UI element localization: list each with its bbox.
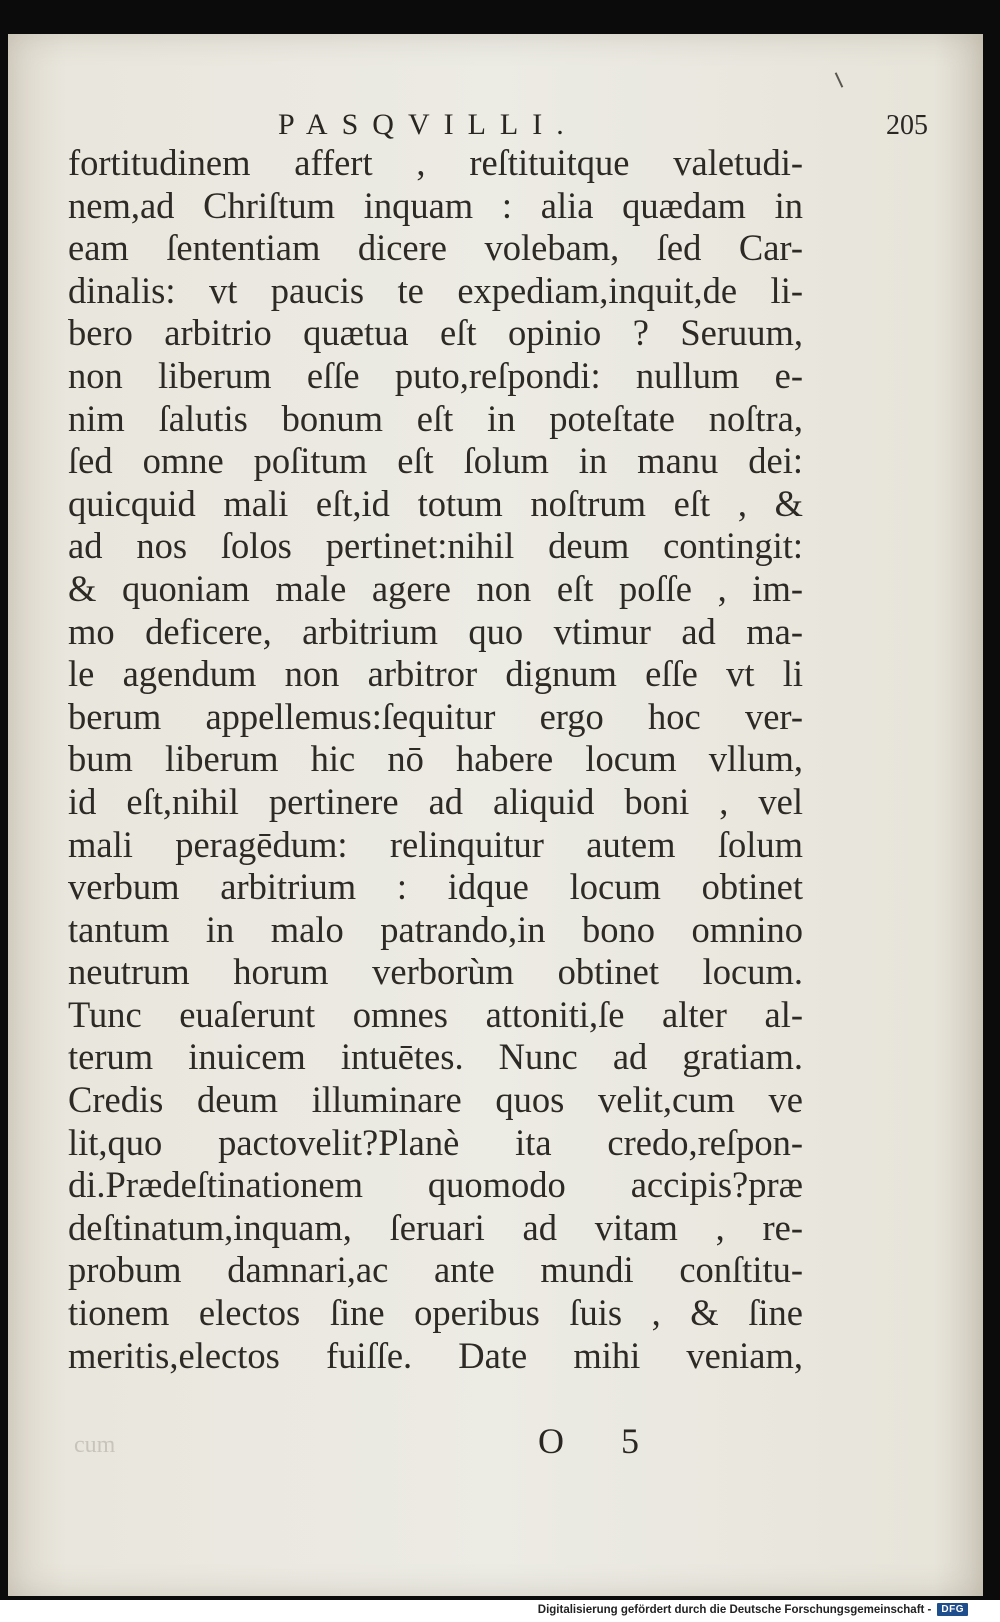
book-page	[8, 34, 983, 1596]
text-line: berum appellemus:ſequitur ergo hoc ver-	[68, 695, 803, 737]
margin-tick-mark	[835, 72, 844, 87]
text-line: terum inuicem intuētes. Nunc ad gratiam.	[68, 1036, 803, 1078]
text-line: tantum in malo patrando,in bono omnino	[68, 908, 803, 950]
digitization-credit	[538, 1603, 968, 1616]
text-line: probum damnari,ac ante mundi conſtitu-	[68, 1249, 803, 1291]
text-line: lit,quo pactovelit?Planè ita credo,reſpon-	[68, 1121, 803, 1163]
text-line: dinalis: vt paucis te expediam,inquit,de li-	[68, 269, 803, 311]
running-head: PASQVILLI.	[278, 108, 578, 141]
text-line: id eſt,nihil pertinere ad aliquid boni , vel	[68, 780, 803, 822]
text-line: fortitudinem affert , reſtituitque valetudi-	[68, 142, 803, 183]
text-line: mo deficere, arbitrium quo vtimur ad ma-	[68, 610, 803, 652]
text-line: Credis deum illuminare quos velit,cum ve	[68, 1079, 803, 1121]
credit-text: Digitalisierung gefördert durch die Deutsche Forschungsgemeinschaft -	[537, 1603, 932, 1616]
text-line: deſtinatum,inquam, ſeruari ad vitam , re-	[68, 1206, 803, 1248]
text-line: neutrum horum verborùm obtinet locum.	[68, 951, 803, 993]
text-line: quicquid mali eſt,id totum noſtrum eſt , &	[68, 482, 803, 524]
dfg-logo: DFG	[937, 1603, 968, 1616]
signature-mark: O 5	[538, 1421, 663, 1461]
text-line: ad nos ſolos pertinet:nihil deum contingit:	[68, 525, 803, 567]
faint-catchword: cum	[74, 1432, 116, 1458]
text-line: di.Prædeſtinationem quomodo accipis?præ	[68, 1164, 803, 1206]
text-line: meritis,electos fuiſſe. Date mihi veniam,	[68, 1334, 803, 1376]
text-line: nim ſalutis bonum eſt in poteſtate noſtra,	[68, 397, 803, 439]
text-line: bero arbitrio quætua eſt opinio ? Seruum,	[68, 312, 803, 354]
text-line: eam ſententiam dicere volebam, ſed Car-	[68, 227, 803, 269]
text-line: mali peragēdum: relinquitur autem ſolum	[68, 823, 803, 865]
text-line: le agendum non arbitror dignum eſſe vt li	[68, 653, 803, 695]
text-line: ſed omne poſitum eſt ſolum in manu dei:	[68, 440, 803, 482]
text-line: & quoniam male agere non eſt poſſe , im-	[68, 567, 803, 609]
body-text	[68, 142, 803, 1377]
text-line: nem,ad Chriſtum inquam : alia quædam in	[68, 184, 803, 226]
text-line: Tunc euaſerunt omnes attoniti,ſe alter al-	[68, 993, 803, 1035]
text-line: verbum arbitrium : idque locum obtinet	[68, 866, 803, 908]
text-line: bum liberum hic nō habere locum vllum,	[68, 738, 803, 780]
text-line: tionem electos ſine operibus ſuis , & ſine	[68, 1292, 803, 1334]
text-line: non liberum eſſe puto,reſpondi: nullum e-	[68, 354, 803, 396]
page-number: 205	[886, 110, 928, 141]
